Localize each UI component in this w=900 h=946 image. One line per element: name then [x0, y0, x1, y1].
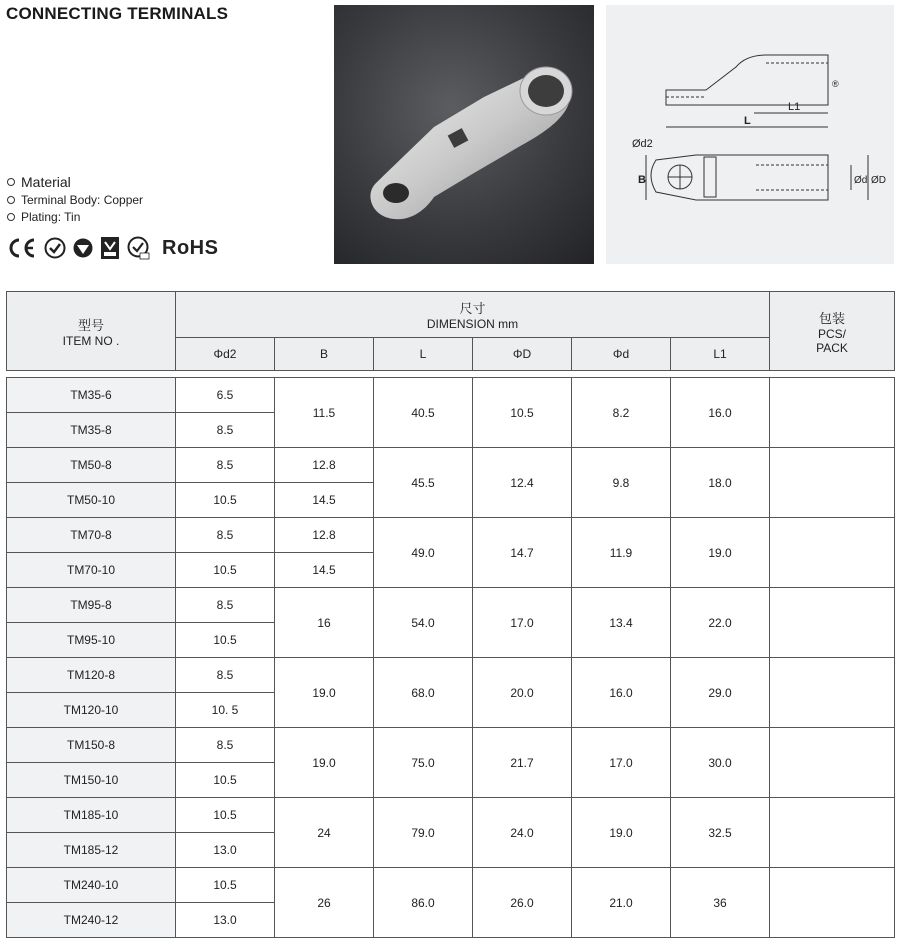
- pack-cell: [770, 518, 895, 588]
- d2-cell: 8.5: [176, 413, 275, 448]
- d-cell: 13.4: [572, 588, 671, 658]
- col-header-l1: L1: [671, 338, 770, 371]
- l1-cell: 22.0: [671, 588, 770, 658]
- label-d: Ød: [854, 175, 868, 186]
- label-big-d: ØD: [871, 175, 886, 186]
- d-cell: 21.0: [572, 868, 671, 938]
- item-cell: TM35-6: [7, 378, 176, 413]
- d2-cell: 6.5: [176, 378, 275, 413]
- dimension-header-en: DIMENSION mm: [426, 317, 519, 331]
- d-cell: 16.0: [572, 658, 671, 728]
- col-header-b: B: [275, 338, 374, 371]
- b-cell: 26: [275, 868, 374, 938]
- rating-badge-icon: [100, 236, 120, 260]
- item-cell: TM70-8: [7, 518, 176, 553]
- ce-mark-icon: [6, 237, 38, 259]
- table-row: [7, 448, 895, 483]
- item-cell: TM95-8: [7, 588, 176, 623]
- item-cell: TM240-12: [7, 903, 176, 938]
- d2-cell: 10.5: [176, 553, 275, 588]
- pack-cell: [770, 798, 895, 868]
- d2-cell: 10. 5: [176, 693, 275, 728]
- pack-cell: [770, 658, 895, 728]
- d2-cell: 8.5: [176, 658, 275, 693]
- pack-cell: [770, 448, 895, 518]
- d2-cell: 10.5: [176, 798, 275, 833]
- big-d-cell: 24.0: [473, 798, 572, 868]
- l-cell: 75.0: [374, 728, 473, 798]
- bullet-icon: [7, 178, 15, 186]
- col-header-l: L: [374, 338, 473, 371]
- pack-cell: [770, 378, 895, 448]
- item-cell: TM50-10: [7, 483, 176, 518]
- col-header-d2: Φd2: [176, 338, 275, 371]
- product-photo: [334, 5, 594, 264]
- l-cell: 45.5: [374, 448, 473, 518]
- d2-cell: 8.5: [176, 728, 275, 763]
- l-cell: 54.0: [374, 588, 473, 658]
- registered-mark: ®: [832, 79, 839, 89]
- pack-cell: [770, 728, 895, 798]
- b-cell: 19.0: [275, 728, 374, 798]
- item-cell: TM120-8: [7, 658, 176, 693]
- bullet-icon: [7, 196, 15, 204]
- b-cell: 14.5: [275, 483, 374, 518]
- d2-cell: 10.5: [176, 623, 275, 658]
- d2-cell: 10.5: [176, 483, 275, 518]
- item-no-header-en: ITEM NO .: [62, 333, 120, 348]
- col-header-d: Φd: [572, 338, 671, 371]
- l1-cell: 30.0: [671, 728, 770, 798]
- pack-header: [770, 292, 895, 371]
- l-cell: 86.0: [374, 868, 473, 938]
- table-row: [7, 518, 895, 553]
- page-title: CONNECTING TERMINALS: [6, 4, 229, 23]
- bullet-icon: [7, 213, 15, 221]
- d-cell: 19.0: [572, 798, 671, 868]
- pack-header-en2: PACK: [816, 340, 848, 355]
- d2-cell: 10.5: [176, 868, 275, 903]
- item-cell: TM120-10: [7, 693, 176, 728]
- label-l: L: [744, 115, 751, 127]
- b-cell: 16: [275, 588, 374, 658]
- d2-cell: 8.5: [176, 588, 275, 623]
- dimension-header: [176, 292, 770, 338]
- technical-drawing: [606, 5, 894, 264]
- big-d-cell: 26.0: [473, 868, 572, 938]
- big-d-cell: 12.4: [473, 448, 572, 518]
- material-heading: Material: [21, 174, 71, 190]
- quality-check-icon: [44, 237, 66, 259]
- item-no-header-cn: 型号: [77, 317, 104, 333]
- item-no-header: [7, 292, 176, 371]
- l1-cell: 29.0: [671, 658, 770, 728]
- material-section: [7, 174, 143, 227]
- label-b: B: [638, 174, 646, 186]
- table-row: [7, 728, 895, 763]
- material-item: [7, 193, 143, 207]
- rohs-label: RoHS: [162, 236, 219, 259]
- item-cell: TM50-8: [7, 448, 176, 483]
- table-row: [7, 588, 895, 623]
- dimension-table: [6, 291, 894, 938]
- l-cell: 40.5: [374, 378, 473, 448]
- b-cell: 19.0: [275, 658, 374, 728]
- material-body: Terminal Body: Copper: [21, 193, 144, 207]
- l-cell: 49.0: [374, 518, 473, 588]
- b-cell: 14.5: [275, 553, 374, 588]
- pack-header-en1: PCS/: [817, 326, 846, 341]
- ccc-icon: [72, 237, 94, 259]
- b-cell: 12.8: [275, 448, 374, 483]
- certification-logos: [6, 236, 218, 260]
- d2-cell: 8.5: [176, 448, 275, 483]
- b-cell: 12.8: [275, 518, 374, 553]
- l-cell: 79.0: [374, 798, 473, 868]
- label-l1: L1: [788, 101, 801, 113]
- table-row: [7, 378, 895, 413]
- dimension-header-cn: 尺寸: [459, 301, 486, 316]
- big-d-cell: 17.0: [473, 588, 572, 658]
- item-cell: TM150-8: [7, 728, 176, 763]
- d-cell: 9.8: [572, 448, 671, 518]
- table-row: [7, 868, 895, 903]
- item-cell: TM70-10: [7, 553, 176, 588]
- item-cell: TM95-10: [7, 623, 176, 658]
- table-row: [7, 658, 895, 693]
- l1-cell: 36: [671, 868, 770, 938]
- pack-cell: [770, 588, 895, 658]
- l-cell: 68.0: [374, 658, 473, 728]
- label-d2: Ød2: [632, 138, 653, 150]
- l1-cell: 19.0: [671, 518, 770, 588]
- d2-cell: 13.0: [176, 833, 275, 868]
- item-cell: TM35-8: [7, 413, 176, 448]
- big-d-cell: 10.5: [473, 378, 572, 448]
- item-cell: TM150-10: [7, 763, 176, 798]
- item-cell: TM185-12: [7, 833, 176, 868]
- table-row: [7, 798, 895, 833]
- b-cell: 11.5: [275, 378, 374, 448]
- d-cell: 11.9: [572, 518, 671, 588]
- b-cell: 24: [275, 798, 374, 868]
- l1-cell: 18.0: [671, 448, 770, 518]
- material-plating: Plating: Tin: [21, 210, 81, 224]
- d2-cell: 13.0: [176, 903, 275, 938]
- item-cell: TM185-10: [7, 798, 176, 833]
- d-cell: 8.2: [572, 378, 671, 448]
- col-header-big-d: ΦD: [473, 338, 572, 371]
- material-heading-row: [7, 174, 143, 190]
- material-item: [7, 210, 143, 224]
- d2-cell: 8.5: [176, 518, 275, 553]
- big-d-cell: 20.0: [473, 658, 572, 728]
- big-d-cell: 21.7: [473, 728, 572, 798]
- pack-header-cn: 包装: [818, 310, 845, 326]
- l1-cell: 16.0: [671, 378, 770, 448]
- d2-cell: 10.5: [176, 763, 275, 798]
- item-cell: TM240-10: [7, 868, 176, 903]
- d-cell: 17.0: [572, 728, 671, 798]
- pack-cell: [770, 868, 895, 938]
- big-d-cell: 14.7: [473, 518, 572, 588]
- l1-cell: 32.5: [671, 798, 770, 868]
- sgs-icon: [126, 236, 150, 260]
